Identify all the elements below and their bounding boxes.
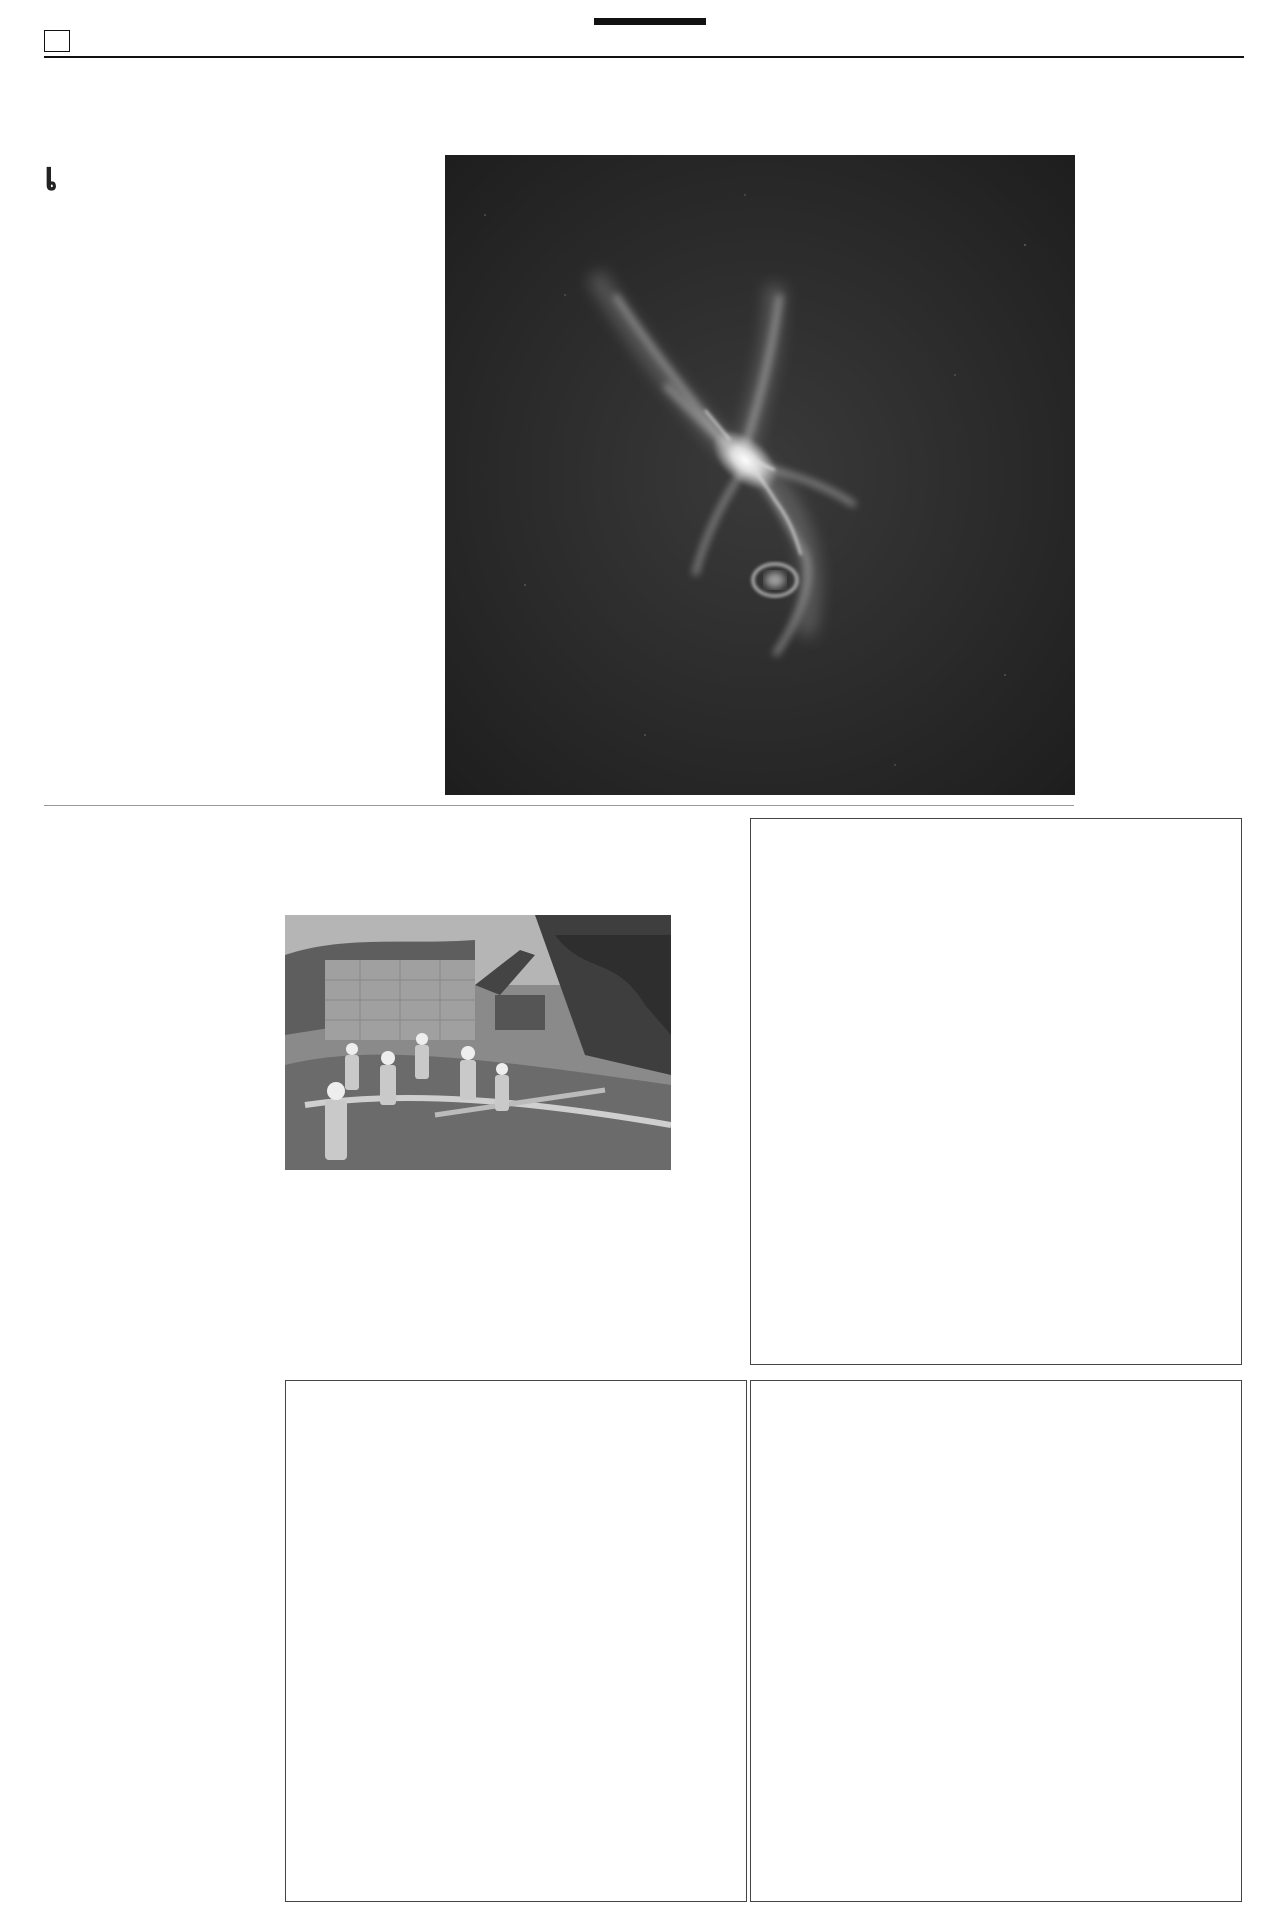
nebula-photo	[445, 155, 1075, 795]
article1-column-1	[44, 157, 234, 797]
nebula-photo-art	[445, 155, 1075, 795]
article1-column-2	[247, 157, 435, 797]
section-divider	[44, 805, 1074, 806]
article2-column-3	[410, 1180, 526, 1375]
article2-column-1	[44, 1018, 276, 1903]
rescue-photo	[285, 915, 671, 1170]
court-notice	[750, 818, 1242, 1365]
logo-bar	[594, 18, 706, 25]
page-number	[44, 30, 70, 52]
drop-cap: เ	[44, 157, 58, 200]
page-ruler	[1256, 0, 1286, 1920]
masthead-logo	[588, 18, 712, 54]
article2-column-4	[536, 1180, 736, 1375]
article2-column-2	[285, 1180, 400, 1375]
court-notice	[285, 1380, 747, 1902]
article2-lead	[44, 915, 276, 1015]
court-notice	[750, 1380, 1242, 1902]
header-rule	[44, 56, 1244, 58]
rescue-photo-art	[285, 915, 671, 1170]
